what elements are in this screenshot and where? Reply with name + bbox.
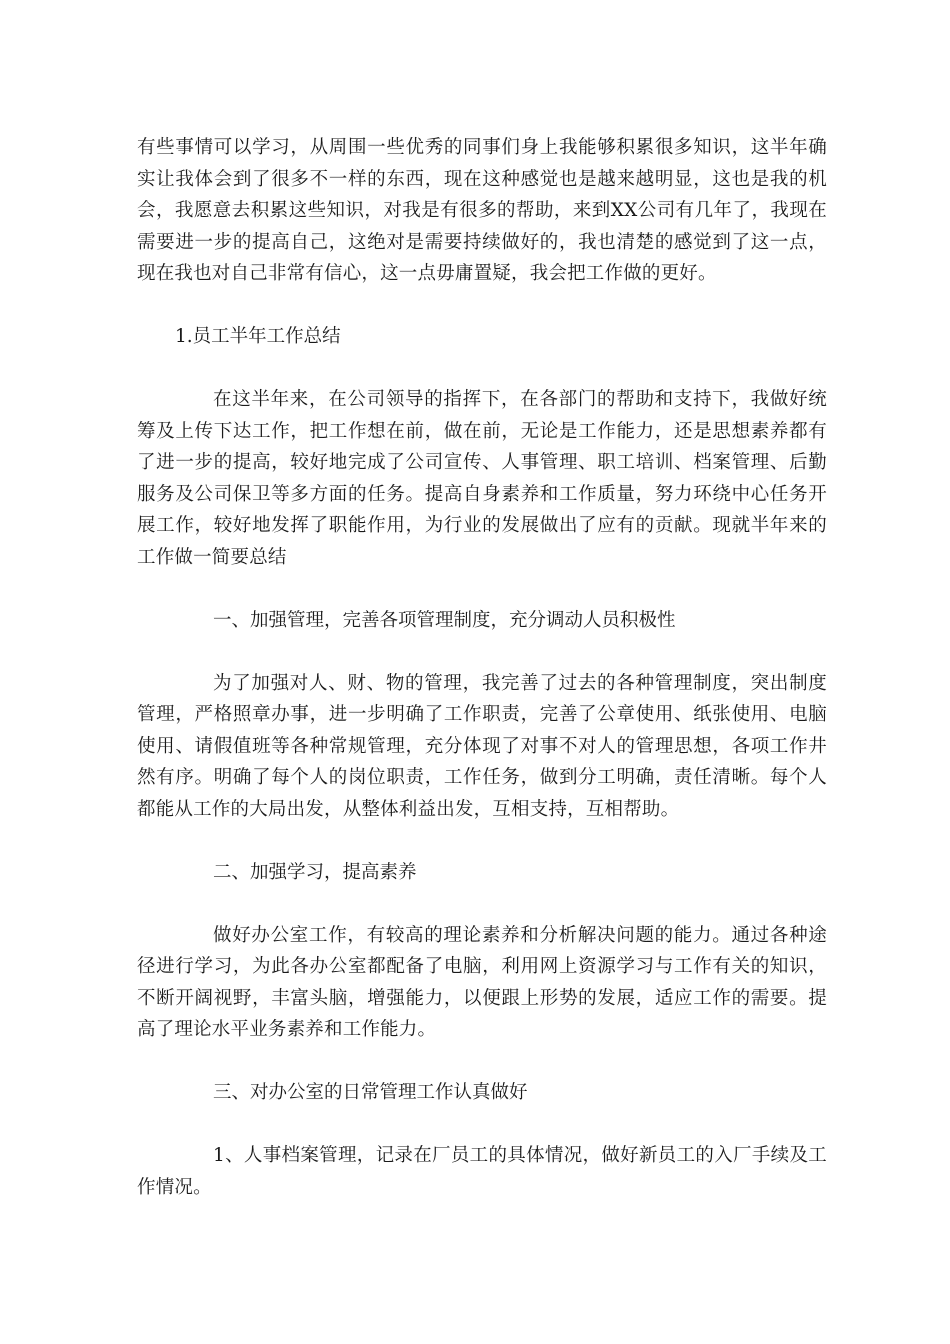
- paragraph-gap: [137, 1046, 827, 1078]
- section-title-summary: 1.员工半年工作总结: [175, 326, 341, 347]
- paragraph-gap: [137, 290, 827, 322]
- document-body: [137, 132, 827, 1203]
- intro-paragraph: 有些事情可以学习，从周围一些优秀的同事们身上我能够积累很多知识，这半年确实让我体会到了很多不一样的东西，现在这种感觉也是越来越明显，这也是我的机会，我愿意去积累这些知识，对我是有很多的帮助，来到XX公司有几年了，我现在需要进一步的提高自己，这绝对是需要持续做好的，我也清楚的感觉到了这一点，现在我也对自己非常有信心，这一点毋庸置疑，我会把工作做的更好。: [137, 137, 827, 284]
- paragraph-gap: [137, 636, 827, 668]
- paragraph-gap: [137, 573, 827, 605]
- paragraph-gap: [137, 888, 827, 920]
- section-heading-daily-management: 三、对办公室的日常管理工作认真做好: [213, 1082, 528, 1103]
- management-paragraph: 为了加强对人、财、物的管理，我完善了过去的各种管理制度，突出制度管理，严格照章办事，进一步明确了工作职责，完善了公章使用、纸张使用、电脑使用、请假值班等各种常规管理，充分体现了对事不对人的管理思想，各项工作井然有序。明确了每个人的岗位职责，工作任务，做到分工明确，责任清晰。每个人都能从工作的大局出发，从整体利益出发，互相支持，互相帮助。: [137, 672, 827, 820]
- summary-paragraph: 在这半年来，在公司领导的指挥下，在各部门的帮助和支持下，我做好统筹及上传下达工作，把工作想在前，做在前，无论是工作能力，还是思想素养都有了进一步的提高，较好地完成了公司宣传、人事管理、职工培训、档案管理、后勤服务及公司保卫等多方面的任务。提高自身素养和工作质量，努力环绕中心任务开展工作，较好地发挥了职能作用，为行业的发展做出了应有的贡献。现就半年来的工作做一简要总结: [137, 389, 827, 568]
- learning-paragraph: 做好办公室工作，有较高的理论素养和分析解决问题的能力。通过各种途径进行学习，为此各办公室都配备了电脑，利用网上资源学习与工作有关的知识，不断开阔视野，丰富头脑，增强能力，以便跟上形势的发展，适应工作的需要。提高了理论水平业务素养和工作能力。: [137, 924, 827, 1040]
- personnel-archive-paragraph: 1、人事档案管理，记录在厂员工的具体情况，做好新员工的入厂手续及工作情况。: [137, 1145, 827, 1198]
- section-heading-learning: 二、加强学习，提高素养: [213, 861, 417, 883]
- section-heading-management: 一、加强管理，完善各项管理制度，充分调动人员积极性: [213, 609, 676, 631]
- paragraph-gap: [137, 825, 827, 857]
- paragraph-gap: [137, 1109, 827, 1141]
- paragraph-gap: [137, 353, 827, 385]
